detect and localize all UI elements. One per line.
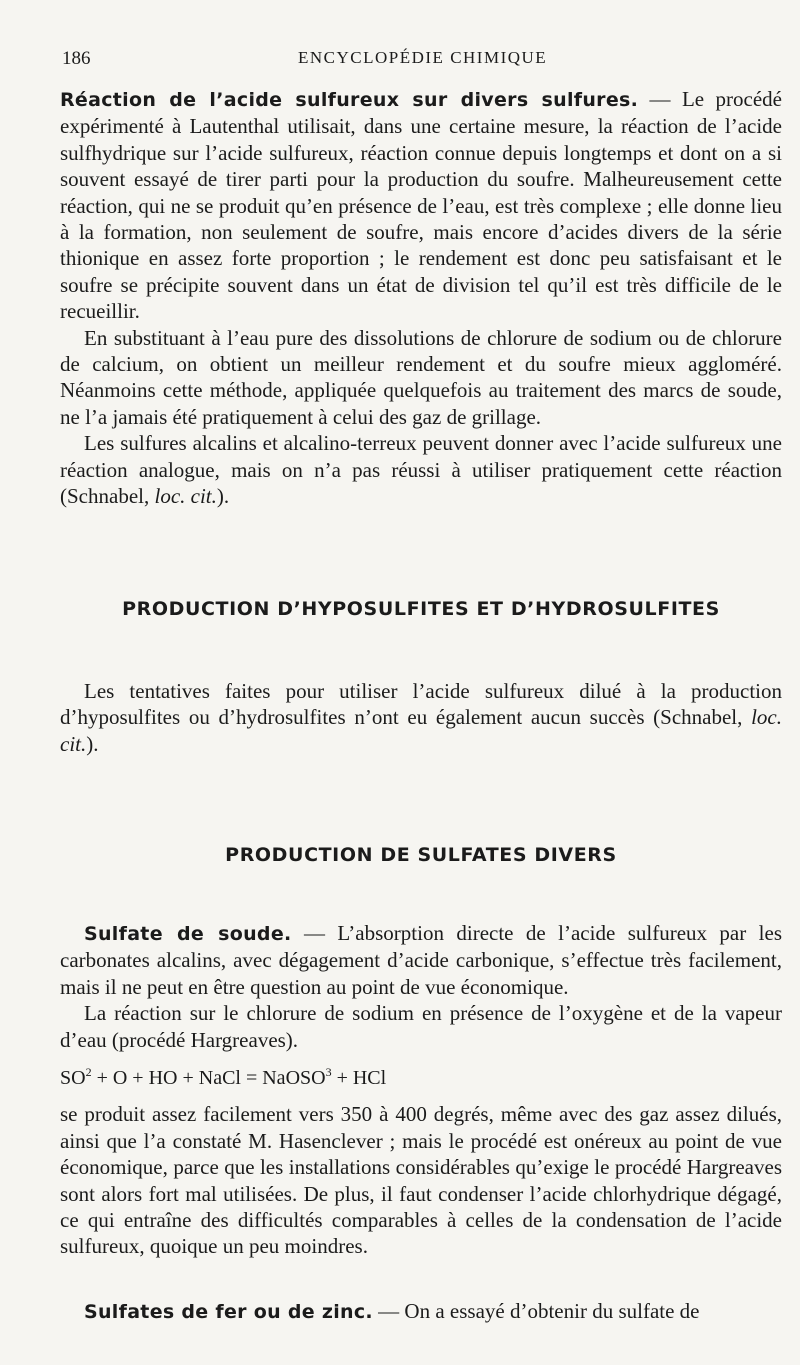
citation: loc. cit.: [154, 484, 217, 509]
run-in-heading: Réaction de l’acide sulfureux sur divers sulfures.: [60, 89, 639, 111]
paragraph: En substituant à l’eau pure des dissolutions de chlorure de sodium ou de chlorure de calcium, on obtient un meilleur rendement et du soufre mieux aggloméré. Néanmoins cette méthode, appliquée quelquefois au traitement des marcs de soude, ne l’a jamais été pratiquement à celui des gaz de grillage.: [60, 325, 782, 429]
paragraph-text: ).: [216, 484, 230, 509]
section-reaction-sulfures: [60, 86, 782, 510]
paragraph: se produit assez facilement vers 350 à 400 degrés, même avec des gaz assez dilués, ainsi que l’a constaté M. Hasenclever ; mais le procédé est onéreux au point de vue économique, parce que les installations considérables qu’exige le procédé Hargreaves sont alors fort mal utilisées. De plus, il faut condenser l’acide chlorhydrique dégagé, ce qui entraîne des difficultés comparables à celles de la condensation de l’acide sulfureux, quoique un peu moindres.: [60, 1102, 782, 1259]
section-sulfates: [60, 920, 782, 1260]
chemical-formula: $SO^2 + O$ + HO + NaCl = NaOSO$^3$ + HCl: [60, 1065, 387, 1090]
section-title: PRODUCTION D’HYPOSULFITES ET D’HYDROSULFITES: [122, 598, 720, 620]
run-in-heading: Sulfates de fer ou de zinc.: [84, 1301, 373, 1323]
page-header: [62, 46, 762, 72]
run-in-heading: Sulfate de soude.: [84, 923, 292, 945]
paragraph-text: — L’absorption directe de l’acide sulfureux par les carbonates alcalins, avec dégagement d’acide carbonique, s’effectue très facilement, mais il ne peut en être question au point de vue économique.: [60, 921, 782, 999]
paragraph-text: Les tentatives faites pour utiliser l’acide sulfureux dilué à la production d’hyposulfites ou d’hydrosulfites n’ont eu également aucun succès (Schnabel,: [60, 679, 782, 730]
paragraph-text: — Le procédé expérimenté à Lautenthal utilisait, dans une certaine mesure, la réaction de l’acide sulfhydrique sur l’acide sulfureux, réaction connue depuis longtemps et dont on a si souvent essayé de tirer parti pour la production du soufre. Malheureusement cette réaction, qui ne se produit qu’en présence de l’eau, est très complexe ; elle donne lieu à la formation, non seulement de soufre, mais encore d’acides divers de la série thionique en assez forte proportion ; le rendement est donc peu satisfaisant et le soufre se précipite souvent dans un état de division tel qu’il est très difficile de le recueillir.: [60, 87, 782, 324]
paragraph: La réaction sur le chlorure de sodium en présence de l’oxygène et de la vapeur d’eau (procédé Hargreaves).: [60, 1001, 782, 1052]
page-number: 186: [62, 48, 91, 69]
paragraph-text: ).: [86, 731, 99, 756]
paragraph-text: — On a essayé d’obtenir du sulfate de: [372, 1299, 700, 1323]
paragraph: [60, 678, 782, 757]
section-hyposulfites: [60, 678, 782, 757]
running-title: ENCYCLOPÉDIE CHIMIQUE: [298, 48, 548, 67]
paragraph: [60, 920, 782, 1000]
paragraph: [60, 1298, 782, 1325]
paragraph: [60, 430, 782, 509]
section-sulfates-fer-zinc: [60, 1298, 782, 1325]
citation: loc. cit.: [60, 705, 782, 756]
section-title: PRODUCTION DE SULFATES DIVERS: [225, 844, 617, 866]
paragraph: [60, 86, 782, 325]
paragraph-text: Les sulfures alcalins et alcalino-terreux peuvent donner avec l’acide sulfureux une réaction analogue, mais on n’a pas réussi à utiliser pratiquement cette réaction (Schnabel,: [60, 431, 782, 509]
